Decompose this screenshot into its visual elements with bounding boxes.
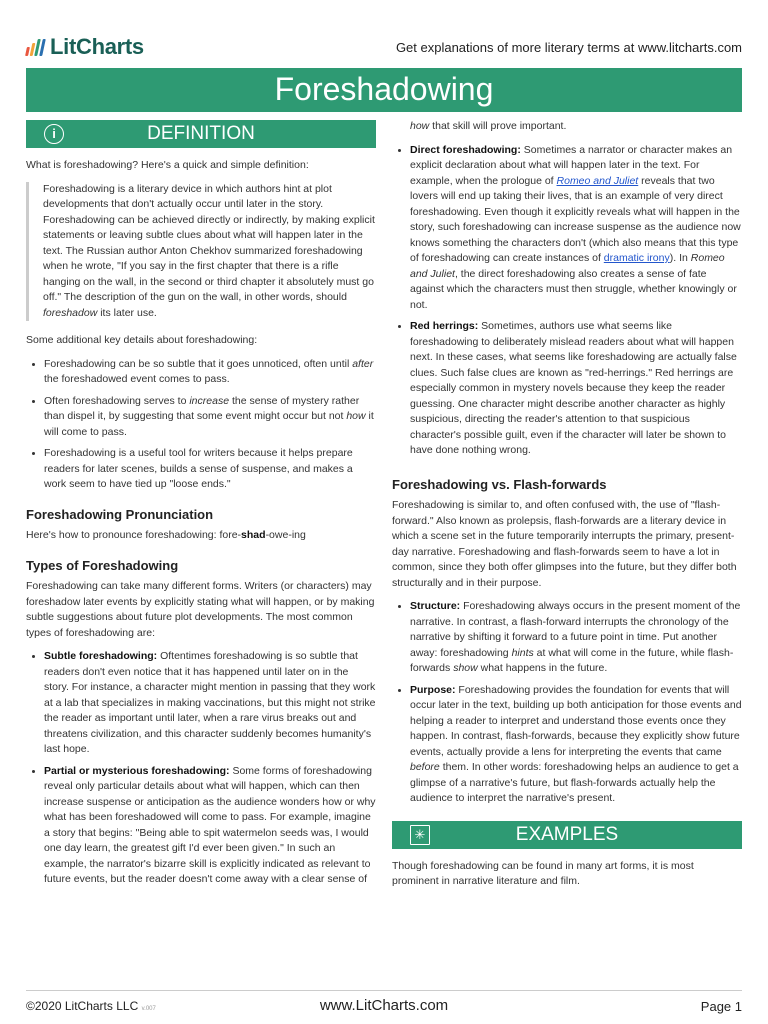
types-intro: Foreshadowing can take many different forms. Writers (or characters) may foreshadow later events by explicitly stating what will happen, or by making subtle suggestions about future plot developments. The most common types of foreshadowing are:: [26, 580, 375, 639]
logo-bars-icon: [26, 39, 44, 56]
examples-section-bar: [392, 821, 742, 849]
item-text: Sometimes, authors use what seems like foreshadowing to deliberately mislead readers about what will happen next. In these cases, what seems like foreshadowing are actually false clues. Such false clues are known as "red-herrings." Red herrings are especially common in mystery novels because they keep the reader guessing. One character might describe another character as highly suspicious, directing the reader's attention to that suspicious character's possible guilt, even if the character will later be shown to have done nothing wrong.: [410, 320, 737, 456]
item-text-3: what happens in the future.: [477, 662, 608, 674]
quote-text: Foreshadowing is a literary device in which authors hint at plot developments that don't actually occur until later in the story. Foreshadowing can be achieved directly or indirectly, by making explicit statements or leaving subtle clues about what will happen later in the text. The Russian author Anton Chekhov summarized foreshadowing when he wrote, "If you say in the first chapter that there is a rifle hanging on the wall, in the second or third chapter it absolutely must go off." The description of the gun on the wall, in other words, should: [43, 182, 375, 303]
list-item: [44, 764, 376, 888]
list-item: • Foreshadowing is a useful tool for writers because it helps prepare readers for later scenes, builds a sense of suspense, and makes a work seem to have tied up "loose ends.": [44, 446, 376, 493]
list-item: [410, 143, 742, 314]
item-emphasis: Romeo and Juliet: [410, 252, 725, 280]
pronunciation-text: [26, 528, 376, 544]
examples-label: EXAMPLES: [515, 823, 619, 845]
item-text: Some forms of foreshadowing reveal only particular details about what will happen, which can then increase suspense or anticipation as the audience wonders how or why what has been foreshadowed will come to pass. For example, imagine a story that begins: "Being able to spit watermelon seeds was, I would one day learn, the greatest gift I'd ever been given." In such an example, the narrator's bizarre skill is explicitly indicated as relevant to future events, but the reader doesn't come away with a clear sense of: [44, 764, 376, 885]
item-emphasis: how: [410, 120, 430, 132]
pronunciation-heading: Foreshadowing Pronunciation: [26, 506, 214, 522]
info-icon: i: [44, 124, 64, 144]
item-text-end: the foreshadowed event comes to pass.: [44, 373, 230, 385]
details-list: [26, 357, 376, 493]
list-item: [44, 394, 376, 441]
examples-intro: Though foreshadowing can be found in many art forms, it is most prominent in narrative literature and film.: [392, 859, 694, 887]
list-item: [44, 649, 376, 758]
item-text: that skill will prove important.: [429, 120, 567, 132]
item-text: Foreshadowing provides the foundation for events that will occur later in the text, building up both anticipation for those events and helping a reader to interpret and understand those events once they happen. In contrast, flash-forwards, because they explicitly show future events, actually provide a lens for interpreting the events that came: [410, 683, 742, 758]
item-text: Often foreshadowing serves to: [44, 394, 190, 407]
types-list-continued: [392, 143, 742, 459]
version-text: v.007: [141, 1006, 156, 1012]
item-emphasis: after: [352, 357, 374, 370]
item-text-2: at what will come in the future, while flash-forwards: [410, 646, 734, 674]
item-label: Purpose:: [410, 683, 456, 696]
flash-list: [392, 599, 742, 807]
litcharts-logo[interactable]: [26, 34, 144, 60]
item-label: Subtle foreshadowing:: [44, 650, 158, 662]
item-emphasis: hints: [511, 646, 534, 659]
item-label: Partial or mysterious foreshadowing:: [44, 764, 230, 777]
types-heading: Types of Foreshadowing: [26, 557, 179, 573]
definition-section-bar: [26, 120, 376, 148]
page-number: Page 1: [700, 999, 742, 1014]
left-column: [26, 120, 376, 896]
list-item: [44, 357, 376, 388]
item-text-4: , the direct foreshadowing also creates a sense of fate against which the characters must then struggle, whether knowingly or not.: [410, 267, 737, 311]
header-tagline[interactable]: Get explanations of more literary terms at www.litcharts.com: [395, 40, 742, 55]
item-text: Oftentimes foreshadowing is so subtle that readers don't even notice that it has happened until later on in the story. For instance, a character might mention in passing that they work at a lab that specializes in making vaccinations, but this might not strike the reader as important until later, when a rare virus breaks out and threatens civilization, and this character suddenly becomes humanity's last hope.: [44, 650, 376, 755]
item-text: Sometimes a narrator or character makes an explicit declaration about what will happen later in the text. For example, when the prologue of: [410, 143, 733, 187]
page-title: Foreshadowing: [26, 68, 742, 112]
item-text-mid: the sense of mystery rather than dispel it, by suggesting that some event might occur but not: [44, 394, 360, 422]
logo-text: LitCharts: [50, 34, 144, 59]
item-text-2: reveals that two lovers will end up taking their lives, that is an example of very direct foreshadowing. Even though it explicitly reveals what will happen in the story, such foreshadowing can increase suspense as the audience now knows something the characters don't (which also means that this type of foreshadowing can create instances of: [410, 174, 741, 264]
item-text: Foreshadowing can be so subtle that it goes unnoticed, often until: [44, 357, 353, 370]
quote-text-end: its later use.: [97, 306, 157, 319]
dramatic-irony-link[interactable]: dramatic irony: [603, 252, 670, 264]
page-header: [26, 34, 742, 64]
item-label: Red herrings:: [410, 320, 479, 332]
page-footer: [26, 990, 742, 1014]
item-text-end: it will come to pass.: [44, 410, 374, 438]
definition-label: DEFINITION: [147, 123, 255, 144]
item-emphasis-2: show: [453, 662, 478, 674]
types-list: [26, 649, 376, 888]
flash-heading: Foreshadowing vs. Flash-forwards: [392, 476, 607, 492]
item-emphasis: increase: [189, 394, 230, 407]
quote-emphasis: foreshadow: [43, 306, 98, 319]
definition-intro: What is foreshadowing? Here's a quick and simple definition:: [26, 159, 309, 171]
right-column: [392, 119, 742, 898]
romeo-and-juliet-link[interactable]: Romeo and Juliet: [556, 174, 639, 187]
list-item: [410, 683, 742, 807]
item-text: Foreshadowing always occurs in the present moment of the narrative. In contrast, a flash-forward interrupts the chronology of the narrative by shifting it forward to a future point in time. Put another away: foreshadowing: [410, 600, 741, 659]
item-emphasis-2: how: [346, 410, 366, 422]
list-item: [410, 319, 742, 459]
item-text-2: them. In other words: foreshadowing helps an audience to get a glimpse of a narrative's future, but flash-forwards actually help the audience to interpret the narrative's present.: [410, 761, 739, 804]
continued-text: [392, 119, 742, 135]
pron-stress: shad: [241, 529, 266, 541]
pron-post: -owe-ing: [265, 529, 306, 541]
details-intro: Some additional key details about foreshadowing:: [26, 334, 258, 346]
copyright-text: ©2020 LitCharts LLC: [26, 999, 139, 1013]
asterisk-icon: ✳: [410, 825, 430, 845]
item-label: Structure:: [410, 600, 461, 612]
flash-intro: Foreshadowing is similar to, and often confused with, the use of "flash-forward." Also known as prolepsis, flash-forwards are a literary device in which a scene set in the future temporarily interrupts the primary, present-day narrative. Foreshadowing and flash-forwards seem to have a lot in common, since they both offer glimpses into the future, but they differ both structurally and in their purpose.: [392, 499, 737, 589]
definition-quote: [26, 182, 376, 322]
item-text-3: ). In: [669, 252, 691, 264]
list-item: [410, 599, 742, 677]
item-label: Direct foreshadowing:: [410, 143, 521, 156]
item-emphasis: before: [410, 761, 440, 773]
pron-pre: Here's how to pronounce foreshadowing: fore-: [26, 529, 242, 541]
footer-url[interactable]: www.LitCharts.com: [319, 997, 449, 1014]
